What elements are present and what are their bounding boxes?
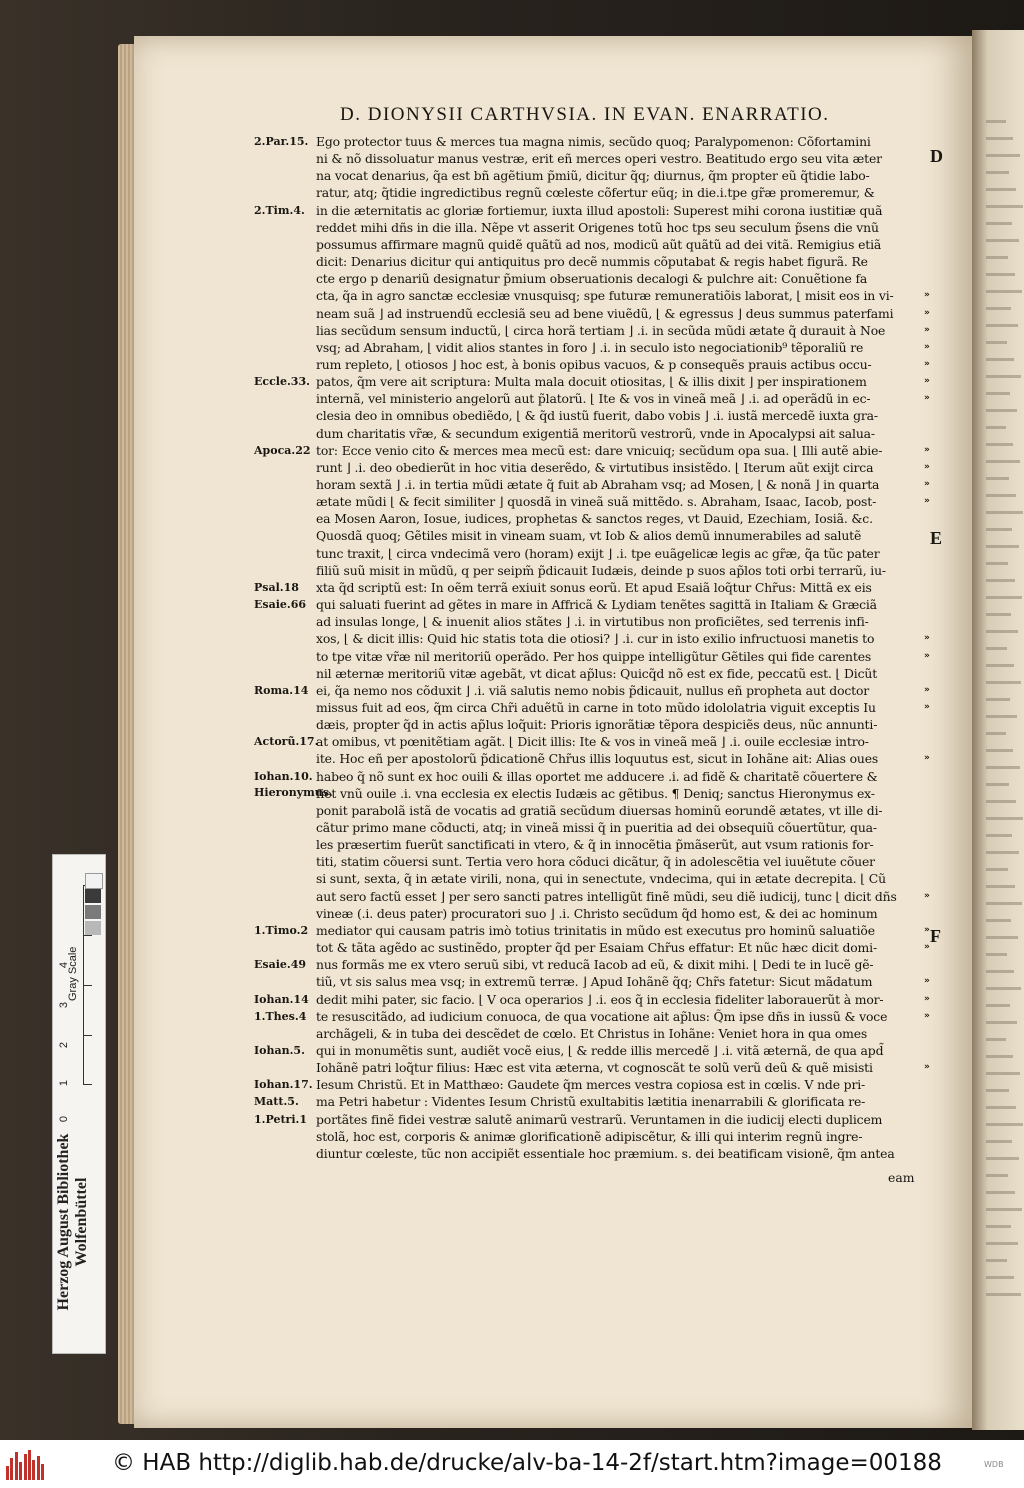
logo-bar <box>10 1458 13 1480</box>
facing-page-text-trace <box>986 970 1014 973</box>
text-line: titi, statim cõuersi sunt. Tertia vero hora cõduci dicãtur, q̃ in adolescẽtia vel iuuẽtute cõuer <box>316 854 875 870</box>
facing-page-text-trace <box>986 341 1007 344</box>
text-line: tiũ, vt sis salus mea vsq; in extremũ terræ. ⌋ Apud Iohãnẽ q̃q; Chr̃s fatetur: Sicut mãdatum <box>316 974 873 990</box>
text-line: qui in monumẽtis sunt, audiẽt vocẽ eius, ⌊ & redde illis mercedẽ ⌋ .i. vitã æternã, de qua apd̃ <box>316 1042 884 1058</box>
text-line: na vocat denarius, q̃a est bñ agẽtium p̃miũ, dicitur q̃q; diurnus, q̃m propter eũ q̃tidie labo- <box>316 168 870 184</box>
text-line: cãtur primo mane cõducti, atq; in vineã missi q̃ in pueritia ad dei obsequiũ cõuertũtur, qua- <box>316 820 877 835</box>
text-line: nil æternæ meritoriũ vitæ agebãt, vt dicat ap̃lus: Quicq̃d nõ est ex fide, peccatũ est. ⌊ Dicũt <box>316 665 878 681</box>
facing-page-text-trace <box>986 307 1011 310</box>
facing-page-text-trace <box>986 1140 1012 1143</box>
quote-mark: » <box>924 461 930 472</box>
margin-reference: Esaie.66 <box>254 598 307 612</box>
text-line: xta q̃d scriptũ est: In oẽm terrã exiuit sonus eorũ. Et apud Esaiã loq̃tur Chr̃us: Mittã ex eis <box>316 579 872 595</box>
facing-page-text-trace <box>986 375 1021 378</box>
text-line: ite. Hoc eñ per apostolorũ p̃dicationẽ Chr̃us illis loquutus est, sicut in Iohãne ait: Alias oues <box>316 751 879 767</box>
text-line: portãtes finẽ fidei vestræ salutẽ animarũ vestrarũ. Veruntamen in die iudicij electi duplicem <box>316 1111 883 1127</box>
text-line: aut sero factũ esset ⌋ per sero sancti patres intelligũt finẽ mũdi, seu diẽ iudicij, tunc ⌊ dicit dñs <box>316 888 897 904</box>
text-line: possumus affirmare magnũ quidẽ quãtũ ad nos, modicũ aũt quãtũ ad dei vitã. Remigius etiã <box>316 236 882 252</box>
catchword: eam <box>888 1170 915 1185</box>
text-line: ætate mũdi ⌊ & fecit similiter ⌋ quosdã in vineã suã mittẽdo. s. Abraham, Isaac, Iacob, post- <box>316 494 877 510</box>
text-line: runt ⌋ .i. deo obedierũt in hoc vitia deserẽdo, & virtutibus insistẽdo. ⌊ Iterum aũt exijt circa <box>316 459 874 475</box>
facing-page-text-trace <box>986 1157 1019 1160</box>
facing-page-text-trace <box>986 1191 1015 1194</box>
facing-page-text-trace <box>986 868 1008 871</box>
text-line: Iesum Christũ. Et in Matthæo: Gaudete q̃m merces vestra copiosa est in cœlis. V nde pri- <box>316 1077 866 1093</box>
facing-page-text-trace <box>986 120 1006 123</box>
facing-page-text-trace <box>986 902 1022 905</box>
text-line: horam sextã ⌋ .i. in tertia mũdi ætate q̃ fuit ab Abraham vsq; ad Mosen, ⌊ & nonã ⌋ in quarta <box>316 477 880 492</box>
text-line: ni & nõ dissoluatur manus vestræ, erit eñ merces operi vestro. Beatitudo ergo seu vita æter <box>316 151 882 167</box>
margin-reference: Eccle.33. <box>254 375 310 389</box>
margin-reference: Apoca.22 <box>254 443 311 457</box>
ruler-label-0: 0 <box>58 1115 71 1123</box>
facing-page-text-trace <box>986 698 1010 701</box>
facing-page-text-trace <box>986 579 1015 582</box>
margin-reference: Iohan.10. <box>254 769 313 783</box>
margin-reference: Iohan.14 <box>254 992 309 1006</box>
facing-page-text-trace <box>986 732 1006 735</box>
margin-reference: Iohan.5. <box>254 1043 305 1057</box>
facing-page-text-trace <box>986 800 1016 803</box>
facing-page-text-trace <box>986 290 1022 293</box>
institution-label <box>55 1093 91 1351</box>
facing-page-text-trace <box>986 222 1012 225</box>
text-line: dæis, propter q̃d in actis ap̃lus loq̃uit: Prioris ignorãtiæ tẽpora despiciẽs deus, nũc annunti- <box>316 717 878 733</box>
text-line: tunc traxit, ⌊ circa vndecimã vero (horam) exijt ⌋ .i. tpe euãgelicæ legis ac gr̃æ, q̃a tũc pater <box>316 545 880 561</box>
quote-mark: » <box>924 307 930 318</box>
text-line: clesia deo in omnibus obediẽdo, ⌊ & q̃d iustũ fuerit, dabo vobis ⌋ .i. iustã mercedẽ iuxta gra- <box>316 408 878 424</box>
facing-page-text-trace <box>986 545 1019 548</box>
text-line: lias secũdum sensum inductũ, ⌊ circa horã tertiam ⌋ .i. in secũda mũdi ætate q̃ durauit à Noe <box>316 322 886 338</box>
facing-page-text-trace <box>986 460 1020 463</box>
logo-bar <box>15 1452 18 1480</box>
facing-page-text-trace <box>986 273 1015 276</box>
quote-mark: » <box>924 753 930 764</box>
ruler-label-2: 2 <box>58 1041 71 1049</box>
section-letter-e: E <box>930 528 943 548</box>
facing-page-text-trace <box>986 919 1011 922</box>
text-line: Quosdã quoq; Gẽtiles misit in vineam suam, vt Iob & alios demũ innumerabiles ad salutẽ <box>316 528 862 544</box>
logo-bar <box>28 1450 31 1480</box>
quote-mark: » <box>924 976 930 987</box>
text-line: ad insulas longe, ⌊ & inuenit alios stãtes ⌋ .i. in virtutibus non proficiẽtes, sed terrenis infi- <box>316 614 869 630</box>
text-line: tot & tãta agẽdo ac sustinẽdo, propter q̃d per Esaiam Chr̃us effatur: Et nũc hæc dicit domi- <box>316 940 878 956</box>
facing-page-text-trace <box>986 1225 1011 1228</box>
facing-page-text-trace <box>986 1021 1017 1024</box>
quote-mark: » <box>924 341 930 352</box>
text-line: neam suã ⌋ ad instruendũ ecclesiã seu ad bene viuẽdũ, ⌊ & egressus ⌋ deus summus paterfami <box>316 305 894 321</box>
facing-page-text-trace <box>986 647 1007 650</box>
quote-mark: » <box>924 1010 930 1021</box>
text-line: dedit mihi pater, sic facio. ⌊ V oca operarios ⌋ .i. eos q̃ in ecclesia fideliter laborauerũt à mor- <box>316 991 884 1007</box>
quote-mark: » <box>924 290 930 301</box>
facing-page-edge <box>972 30 1024 1430</box>
quote-mark: » <box>924 890 930 901</box>
institution-line-2: Wolfenbüttel <box>73 1177 90 1267</box>
ruler-tick <box>84 985 92 986</box>
text-line: nus formãs me ex vtero seruũ sibi, vt reducã Iacob ad eũ, & dixit mihi. ⌊ Dedi te in lucẽ gẽ- <box>316 957 874 973</box>
gray-patch <box>85 905 101 919</box>
facing-page-text-trace <box>986 1259 1007 1262</box>
facing-page-text-trace <box>986 477 1009 480</box>
facing-page-text-trace <box>986 511 1023 514</box>
facing-page-text-trace <box>986 528 1012 531</box>
text-line: patos, q̃m vere ait scriptura: Multa mala docuit otiositas, ⌊ & illis dixit ⌋ per inspirationem <box>316 374 867 390</box>
margin-reference: 1.Thes.4 <box>254 1009 307 1023</box>
quote-mark: » <box>924 393 930 404</box>
quote-mark: » <box>924 496 930 507</box>
facing-page-text-trace <box>986 1276 1014 1279</box>
logo-bar <box>32 1460 35 1480</box>
margin-reference: 1.Petri.1 <box>254 1112 307 1126</box>
margin-reference: 2.Tim.4. <box>254 203 305 217</box>
text-line: les præsertim fuerũt sanctificati in vtero, & q̃ in innocẽtia p̃mãserũt, aut vsum rationis for- <box>316 837 874 853</box>
facing-page-text-trace <box>986 1106 1016 1109</box>
text-line: dicit: Denarius dicitur qui antiquitus pro decẽ nummis cõputabat & regis habet figurã. Re <box>316 254 868 270</box>
margin-reference: 2.Par.15. <box>254 135 309 148</box>
text-line: ei, q̃a nemo nos cõduxit ⌋ .i. viã salutis nemo nobis p̃dicauit, nullus eñ propheta aut doctor <box>316 682 870 698</box>
text-line: xos, ⌊ & dicit illis: Quid hic statis tota die otiosi? ⌋ .i. cur in isto exilio infructuosi manetis to <box>316 631 875 647</box>
margin-reference: Esaie.49 <box>254 958 307 972</box>
text-line: Ego protector tuus & merces tua magna nimis, secũdo quoq; Paralypomenon: Cõfortamini <box>316 134 871 149</box>
facing-page-text-trace <box>986 154 1020 157</box>
text-line: ea Mosen Aaron, Iosue, iudices, prophetas & sanctos reges, vt Dauid, Ezechiam, Iosiã. &c. <box>316 511 873 527</box>
facing-page-text-trace <box>986 562 1008 565</box>
text-line: mediator qui causam patris imò totius trinitatis in mũdo est executus pro hominũ saluatiõe <box>316 922 875 938</box>
facing-page-text-trace <box>986 188 1016 191</box>
quote-mark: » <box>924 479 930 489</box>
facing-page-text-trace <box>986 443 1013 446</box>
facing-page-text-trace <box>986 1055 1013 1058</box>
ruler-tick <box>84 1084 92 1085</box>
text-line: archãgeli, & in tuba dei descẽdet de cœlo. Et Christus in Iohãne: Veniet hora in qua omes <box>316 1025 868 1041</box>
text-line: to tpe vitæ vr̃æ nil meritoriũ operãdo. Per hos quippe intelligũtur Gẽtiles qui fide carentes <box>316 648 872 664</box>
facing-page-text-trace <box>986 1208 1022 1211</box>
facing-page-text-trace <box>986 1089 1009 1092</box>
facing-page-text-trace <box>986 613 1011 616</box>
text-line: habeo q̃ nõ sunt ex hoc ouili & illas oportet me adducere .i. ad fidẽ & charitatẽ cõuertere & <box>316 768 878 784</box>
logo-bar <box>41 1464 44 1480</box>
ruler-label-1: 1 <box>58 1079 71 1087</box>
gray-patch <box>85 889 101 903</box>
text-line: ponit parabolã istã de vocatis ad gratiã secũdum diuersas hominũ eorundẽ ætates, vt ille di- <box>316 802 883 818</box>
ruler-label-4: 4 <box>58 961 71 969</box>
running-head: D. DIONYSII CARTHVSIA. IN EVAN. ENARRATIO. <box>340 104 830 125</box>
text-line: si sunt, sexta, q̃ in ætate virili, nona, qui in senectute, vndecima, qui in ætate decrepita. ⌊ Cũ <box>316 871 886 887</box>
logo-bar <box>24 1454 27 1480</box>
facing-page-text-trace <box>986 630 1018 633</box>
ruler-tick <box>84 1035 92 1036</box>
facing-page-text-trace <box>986 426 1006 429</box>
footer-mini-text: WDB <box>984 1460 1004 1469</box>
quote-mark: » <box>924 684 930 695</box>
facing-page-text-trace <box>986 664 1014 667</box>
text-line: reddet mihi dñs in die illa. Nẽpe vt asserit Origenes totũ hoc tps seu seculum p̃sens die vnũ <box>316 219 879 235</box>
facing-page-text-trace <box>986 715 1017 718</box>
quote-mark: » <box>924 701 930 712</box>
quote-mark: » <box>924 376 930 387</box>
facing-page-text-trace <box>986 953 1007 956</box>
text-line: vsq; ad Abraham, ⌊ vidit alios stantes in foro ⌋ .i. in seculo isto negociationib⁹ tẽporaliũ re <box>316 339 864 355</box>
text-line: fiet vnũ ouile .i. vna ecclesia ex electis Iudæis ac gẽtibus. ¶ Deniq; sanctus Hieronymus ex- <box>316 785 875 801</box>
facing-page-text-trace <box>986 783 1009 786</box>
text-line: diuntur cœleste, tũc non accipiẽt essentiale hoc præmium. s. dei beatificam visionẽ, q̃m antea <box>316 1145 895 1161</box>
facing-page-text-trace <box>986 936 1018 939</box>
color-scale-card <box>52 854 106 1354</box>
logo-bar <box>37 1456 40 1480</box>
section-letter-d: D <box>930 146 943 166</box>
margin-reference: Matt.5. <box>254 1095 299 1109</box>
facing-page-text-trace <box>986 1293 1021 1296</box>
text-line: cta, q̃a in agro sanctæ ecclesiæ vnusquisq; spe futuræ remuneratiõis laborat, ⌊ misit eos in vi- <box>316 288 894 304</box>
copyright-credit: © HAB http://diglib.hab.de/drucke/alv-ba-14-2f/start.htm?image=00188 <box>112 1450 942 1476</box>
facing-page-text-trace <box>986 324 1018 327</box>
gray-scale-label: Gray Scale <box>67 946 79 1001</box>
facing-page-text-trace <box>986 1123 1023 1126</box>
facing-page-text-trace <box>986 749 1013 752</box>
quote-mark: » <box>924 358 930 369</box>
section-letter-f: F <box>930 926 941 946</box>
facing-page-text-trace <box>986 681 1021 684</box>
facing-page-text-trace <box>986 256 1008 259</box>
footer-bar <box>0 1440 1024 1488</box>
text-line: in die æternitatis ac gloriæ fortiemur, iuxta illud apostoli: Superest mihi corona iustitiæ quã <box>316 202 883 218</box>
facing-page-text-trace <box>986 1072 1020 1075</box>
logo-bar <box>6 1466 9 1480</box>
facing-page-text-trace <box>986 1038 1006 1041</box>
text-line: internã, vel ministerio angelorũ aut p̃latorũ. ⌊ Ite & vos in vineã meã ⌋ .i. ad operãdũ in ec- <box>316 391 871 407</box>
facing-page-text-trace <box>986 137 1013 140</box>
ruler-tick <box>84 935 92 936</box>
text-line: cte ergo p denariũ designatur p̃mium obseruationis decalogi & pulchre ait: Conuẽtione fa <box>316 271 868 287</box>
facing-page-text-trace <box>986 834 1012 837</box>
text-line: vineæ (.i. deus pater) procuratori suo ⌋ .i. Christo secũdum q̃d homo est, & dei ac hominum <box>316 905 878 921</box>
facing-page-text-trace <box>986 1174 1008 1177</box>
quote-mark: » <box>924 993 930 1004</box>
quote-mark: » <box>924 633 930 644</box>
logo-bar <box>19 1462 22 1480</box>
facing-page-text-trace <box>986 987 1021 990</box>
text-line: filiũ suũ misit in mũdũ, q per seipm̃ p̃dicauit Iudæis, deinde p suos ap̃los toti orbi terrarũ, iu- <box>316 562 886 578</box>
text-line: stolã, hoc est, corporis & animæ glorificationẽ adipiscẽtur, & illi qui interim regnũ ingre- <box>316 1128 863 1144</box>
institution-line-1: Herzog August Bibliothek <box>55 1133 72 1311</box>
quote-mark: » <box>924 444 930 455</box>
margin-reference: Actorũ.17. <box>254 735 319 749</box>
quote-mark: » <box>924 650 930 661</box>
text-line: at omibus, vt pœnitẽtiam agãt. ⌊ Dicit illis: Ite & vos in vineã meã ⌋ .i. ouile ecclesiæ intro- <box>316 734 869 750</box>
text-line: Iohãnẽ patri loq̃tur filius: Hæc est vita æterna, vt cognoscãt te solũ verũ deũ & quẽ misisti <box>316 1060 873 1076</box>
text-line: tor: Ecce venio cito & merces mea mecũ est: dare vnicuiq; secũdum opa sua. ⌊ Illi autẽ abie- <box>316 442 883 458</box>
facing-page-text-trace <box>986 205 1023 208</box>
text-line: rum repleto, ⌊ otiosos ⌋ hoc est, à bonis opibus vacuos, & p consequẽs prauis actibus occu- <box>316 356 872 372</box>
text-line: te resuscitãdo, ad iudicium conuoca, de qua vocatione ait ap̃lus: Q̃m ipse dñs in iussũ & voce <box>316 1008 888 1024</box>
facing-page-text-trace <box>986 885 1015 888</box>
facing-page-text-trace <box>986 596 1022 599</box>
hab-logo-icon <box>6 1450 46 1480</box>
margin-reference: Psal.18 <box>254 580 299 594</box>
margin-reference: 1.Timo.2 <box>254 923 309 937</box>
facing-page-text-trace <box>986 392 1010 395</box>
quote-mark: » <box>924 924 930 935</box>
gray-patch <box>85 873 103 889</box>
text-line: dum charitatis vr̃æ, & secundum exigentiã meritorũ vestrorũ, vnde in Apocalypsi ait salua- <box>316 425 875 441</box>
facing-page-text-trace <box>986 1004 1010 1007</box>
text-line: ma Petri habetur : Videntes Iesum Christũ exultabitis lætitia inenarrabili & glorificata re- <box>316 1094 866 1110</box>
text-line: ratur, atq; q̃tidie ingredictibus regnũ cœleste cõfertur eũq; in die.i.tpe gr̃æ promeremur, & <box>316 185 875 201</box>
gray-patch <box>85 921 101 935</box>
ruler-label-3: 3 <box>58 1001 71 1009</box>
text-line: qui saluati fuerint ad gẽtes in mare in Affricã & Lydiam tenẽtes sagittã in Italiam & Græciã <box>316 597 877 613</box>
quote-mark: » <box>924 942 930 953</box>
facing-page-text-trace <box>986 851 1019 854</box>
facing-page-text-trace <box>986 494 1016 497</box>
facing-page-text-trace <box>986 239 1019 242</box>
margin-reference: Hieronymus. <box>254 785 333 799</box>
facing-page-text-trace <box>986 766 1020 769</box>
facing-page-text-trace <box>986 171 1009 174</box>
margin-reference: Iohan.17. <box>254 1078 313 1092</box>
facing-page-text-trace <box>986 1242 1018 1245</box>
facing-page-text-trace <box>986 409 1017 412</box>
facing-page-text-trace <box>986 358 1014 361</box>
facing-page-text-trace <box>986 817 1023 820</box>
margin-reference: Roma.14 <box>254 683 309 697</box>
quote-mark: » <box>924 1062 930 1073</box>
quote-mark: » <box>924 324 930 335</box>
text-line: missus fuit ad eos, q̃m circa Chr̃i aduẽtũ in carne in toto mũdo idololatria viguit exceptis Iu <box>316 699 876 715</box>
